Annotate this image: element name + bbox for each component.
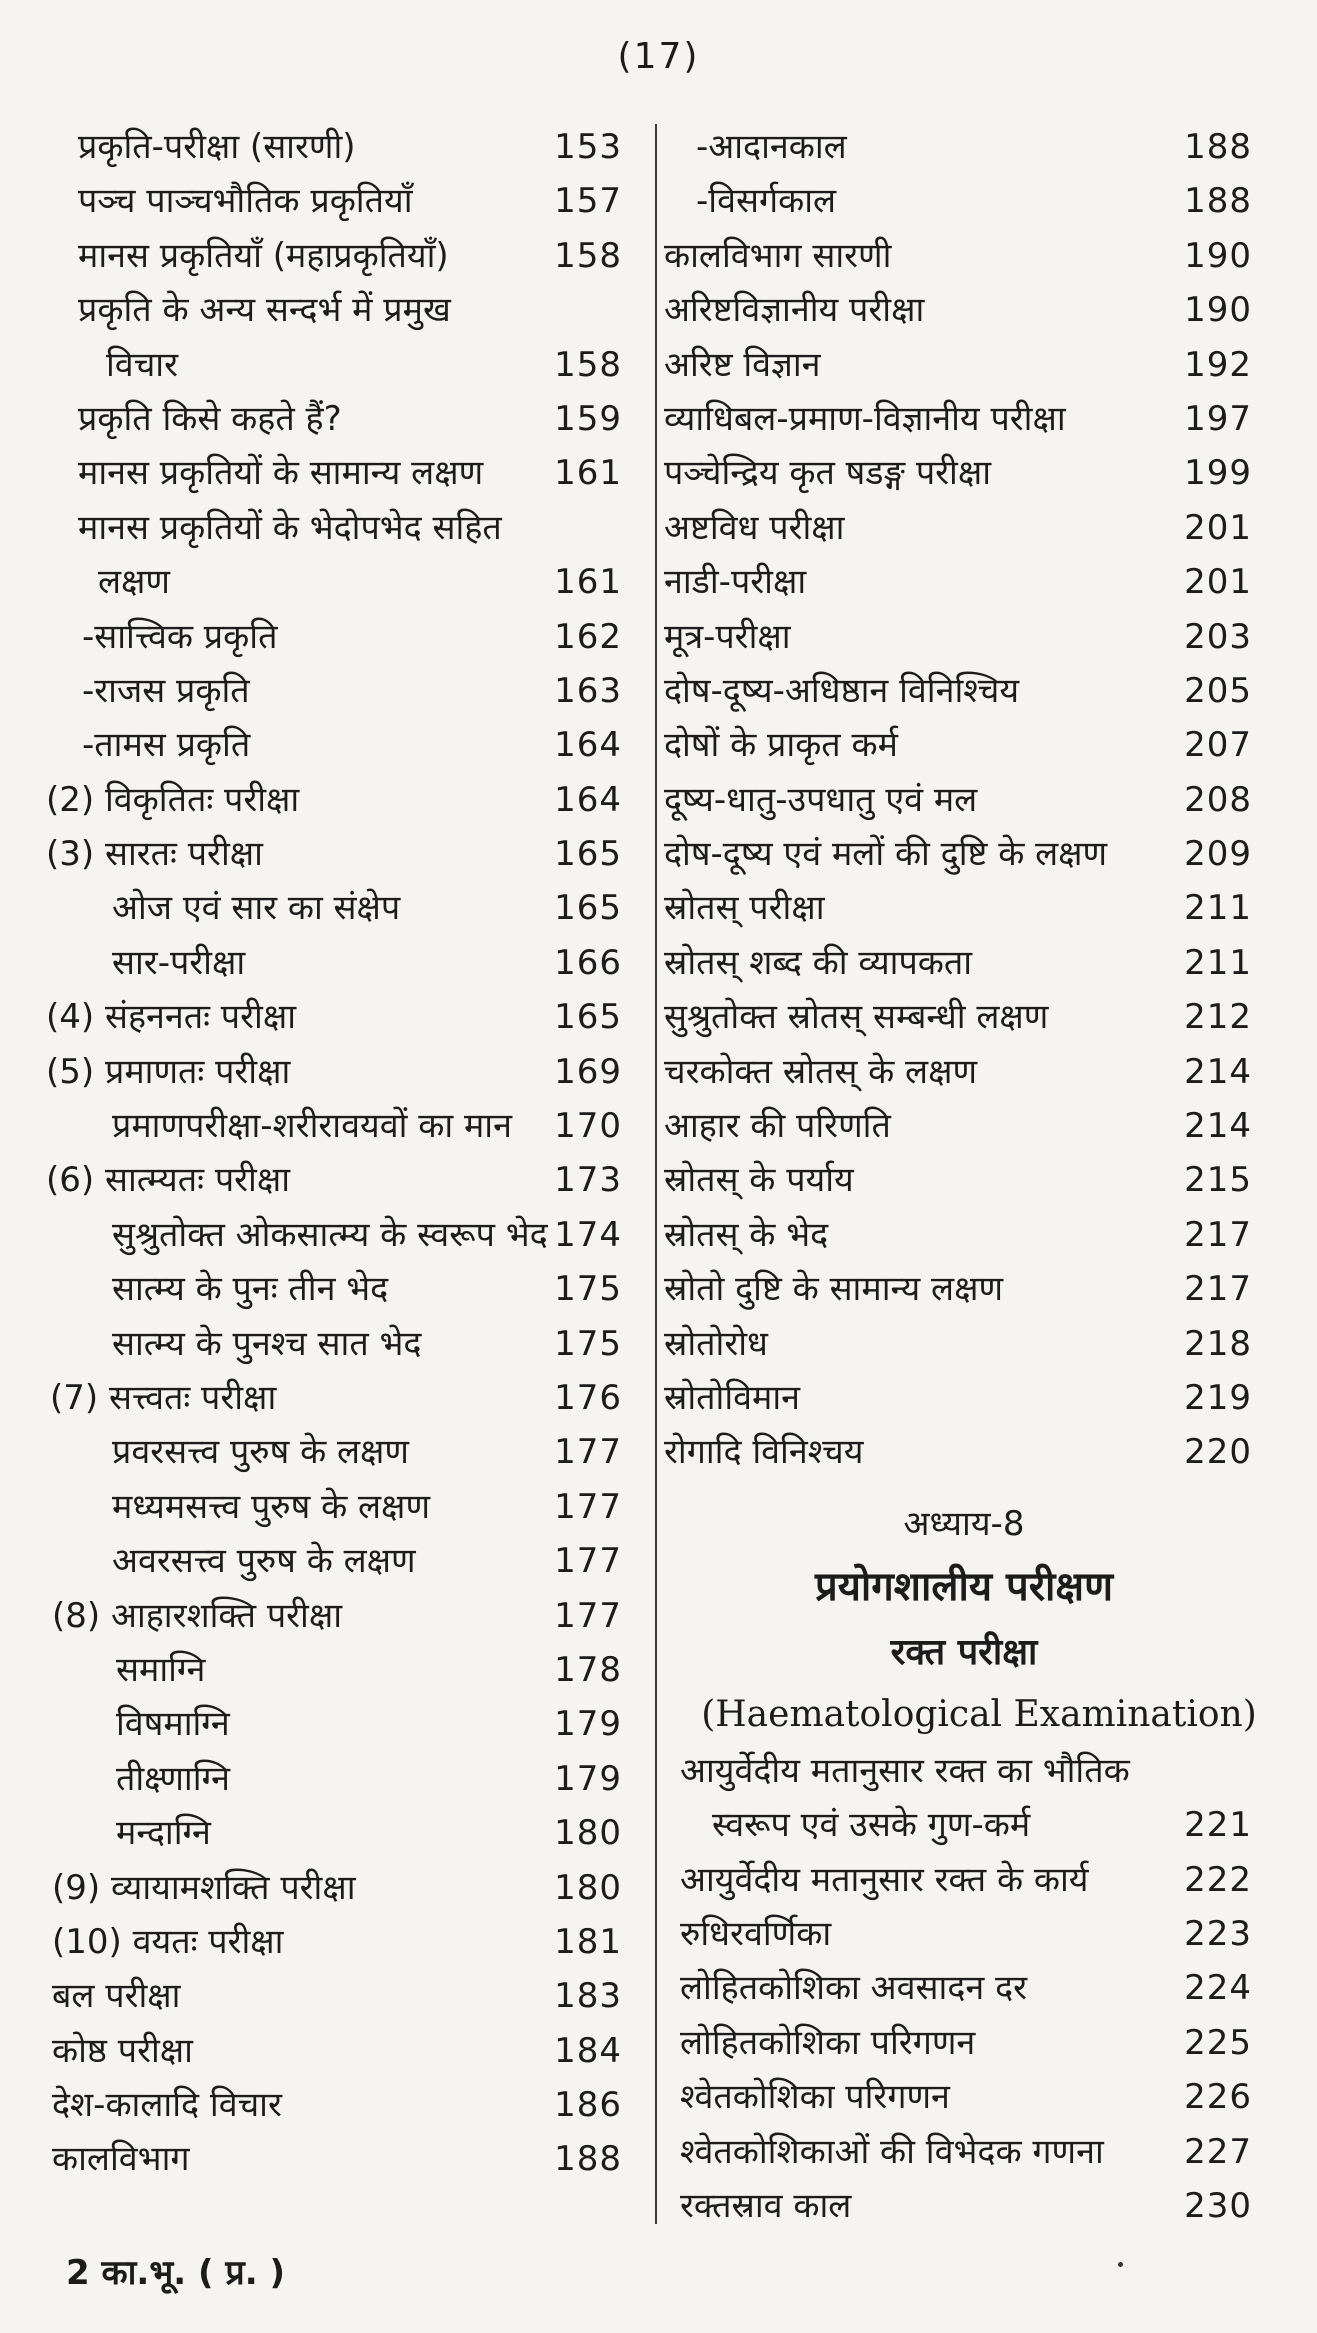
toc-entry [0,990,640,1044]
column-divider [655,124,657,2224]
toc-entry-page: 219 [1184,1377,1252,1418]
toc-entry [0,283,640,337]
toc-entry [664,990,1264,1044]
toc-entry-page: 220 [1184,1432,1252,1473]
toc-entry-title: श्वेतकोशिका परिगणन [680,2077,950,2118]
toc-entry [0,1425,640,1479]
toc-entry-page: 211 [1184,888,1252,929]
toc-entry-page: 186 [554,2085,622,2126]
toc-entry-page: 164 [554,779,622,820]
toc-entry-page: 166 [554,942,622,983]
toc-entry-page: 177 [554,1595,622,1636]
toc-entry [664,2125,1264,2179]
toc-entry-page: 223 [1184,1913,1252,1954]
toc-entry-title: चरकोक्त स्रोतस् के लक्षण [664,1051,978,1092]
toc-entry [0,773,640,827]
toc-entry-page: 227 [1184,2131,1252,2172]
toc-entry [0,1371,640,1425]
toc-entry-title: (3) सारतः परीक्षा [46,834,263,875]
page-number: (17) [617,36,700,77]
toc-entry-title: कालविभाग सारणी [664,235,892,276]
toc-entry-page: 161 [554,453,622,494]
toc-entry [0,664,640,718]
toc-entry-title: स्रोतस् के भेद [664,1214,829,1255]
toc-entry-page: 180 [554,1867,622,1908]
toc-entry-title: दोषों के प्राकृत कर्म [664,725,898,766]
toc-entry [0,1697,640,1751]
toc-entry-page: 179 [554,1704,622,1745]
toc-entry [664,501,1264,555]
toc-entry [0,1262,640,1316]
toc-entry-page: 178 [554,1649,622,1690]
toc-entry-title: (6) सात्म्यतः परीक्षा [46,1160,291,1201]
toc-entry-title: अष्टविध परीक्षा [664,507,845,548]
toc-entry-page: 169 [554,1051,622,1092]
toc-entry [0,1643,640,1697]
toc-entry [0,1915,640,1969]
toc-entry-page: 159 [554,398,622,439]
toc-entry [664,1153,1264,1207]
toc-entry-title: सात्म्य के पुनः तीन भेद [112,1269,389,1310]
toc-entry-page: 157 [554,181,622,222]
toc-entry [0,1534,640,1588]
toc-entry [0,1589,640,1643]
toc-entry-page: 177 [554,1486,622,1527]
toc-entry-title: मूत्र-परीक्षा [664,616,791,657]
toc-entry [664,120,1264,174]
toc-entry-title: स्वरूप एवं उसके गुण-कर्म [712,1805,1031,1846]
toc-entry-title: स्रोतस् शब्द की व्यापकता [664,942,973,983]
toc-entry-title: दोष-दूष्य-अधिष्ठान विनिश्चिय [664,670,1020,711]
toc-entry-page: 153 [554,127,622,167]
toc-entry-title: सुश्रुतोक्त ओकसात्म्य के स्वरूप भेद [112,1214,548,1255]
toc-entry-title: प्रमाणपरीक्षा-शरीरावयवों का मान [112,1106,512,1147]
stray-dot [1118,2262,1123,2267]
toc-entry [664,610,1264,664]
toc-entry [664,2016,1264,2070]
toc-entry [0,1045,640,1099]
toc-entry-page: 203 [1184,616,1252,657]
toc-entry [0,881,640,935]
footer-code: 2 का.भू. ( प्र. ) [66,2253,285,2293]
toc-entry-page: 192 [1184,344,1252,385]
toc-entry [0,1153,640,1207]
toc-entry [0,610,640,664]
toc-entry-title: बल परीक्षा [52,1976,181,2017]
toc-entry-page: 201 [1184,562,1252,603]
toc-entry [664,1045,1264,1099]
toc-entry-title: कोष्ठ परीक्षा [52,2030,193,2071]
toc-entry [664,555,1264,609]
toc-entry-page: 165 [554,888,622,929]
toc-entry-title: आयुर्वेदीय मतानुसार रक्त के कार्य [680,1859,1089,1900]
toc-entry-title: -राजस प्रकृति [82,670,250,711]
chapter-subtitle: रक्त परीक्षा [890,1631,1038,1673]
toc-entry-title: -आदानकाल [696,127,847,167]
toc-entry-page: 201 [1184,507,1252,548]
toc-entry-title: सार-परीक्षा [112,942,246,983]
toc-entry-page: 225 [1184,2022,1252,2063]
toc-entry-title: लोहितकोशिका परिगणन [680,2022,976,2063]
toc-entry-page: 158 [554,235,622,276]
toc-entry-title: (4) संहननतः परीक्षा [46,997,297,1038]
toc-entry-title: मन्दाग्नि [116,1813,211,1854]
toc-entry-page: 218 [1184,1323,1252,1364]
toc-entry [0,1861,640,1915]
toc-entry-page: 188 [1184,181,1252,222]
toc-entry-title: पञ्च पाञ्चभौतिक प्रकृतियाँ [78,181,413,222]
toc-entry-page: 209 [1184,834,1252,875]
toc-entry [664,1853,1264,1907]
toc-entry [0,936,640,990]
toc-entry-page: 177 [554,1541,622,1582]
toc-entry-page: 190 [1184,290,1252,331]
toc-entry [664,1425,1264,1479]
toc-entry-page: 158 [554,344,622,385]
toc-entry-page: 161 [554,562,622,603]
toc-entry [0,229,640,283]
toc-entry-title: (5) प्रमाणतः परीक्षा [46,1051,291,1092]
toc-entry-title: तीक्ष्णाग्नि [116,1758,230,1799]
toc-entry-title: स्रोतस् के पर्याय [664,1160,854,1201]
toc-entry-title: व्याधिबल-प्रमाण-विज्ञानीय परीक्षा [664,398,1066,439]
toc-entry-page: 212 [1184,997,1252,1038]
toc-entry [664,1961,1264,2015]
toc-entry-title: (2) विकृतितः परीक्षा [46,779,300,820]
toc-entry-page: 199 [1184,453,1252,494]
toc-entry [664,881,1264,935]
toc-entry [664,283,1264,337]
toc-right-column [664,120,1264,2233]
toc-entry [0,2024,640,2078]
toc-entry [664,1371,1264,1425]
toc-entry-title: ओज एवं सार का संक्षेप [112,888,401,929]
toc-entry-page: 222 [1184,1859,1252,1900]
chapter-english-title: (Haematological Examination) [701,1693,1257,1735]
toc-entry-title: प्रकृति के अन्य सन्दर्भ में प्रमुख [78,290,451,331]
toc-entry-title: देश-कालादि विचार [52,2085,282,2126]
toc-entry-title: (8) आहारशक्ति परीक्षा [52,1595,343,1636]
toc-entry-page: 177 [554,1432,622,1473]
toc-entry-title: मध्यमसत्त्व पुरुष के लक्षण [112,1486,431,1527]
toc-entry-title: पञ्चेन्द्रिय कृत षडङ्ग परीक्षा [664,453,992,494]
toc-entry-title: स्रोतोरोध [664,1323,768,1364]
chapter-title: प्रयोगशालीय परीक्षण [814,1563,1114,1610]
toc-entry-title: -विसर्गकाल [696,181,837,222]
toc-entry-page: 197 [1184,398,1252,439]
toc-entry [0,1317,640,1371]
toc-entry-title: आयुर्वेदीय मतानुसार रक्त का भौतिक [680,1750,1130,1791]
toc-entry [0,718,640,772]
toc-entry [664,1208,1264,1262]
toc-entry-page: 162 [554,616,622,657]
toc-entry [664,1798,1264,1852]
toc-entry [664,827,1264,881]
toc-entry [0,2132,640,2186]
toc-entry-title: प्रकृति-परीक्षा (सारणी) [78,127,356,167]
toc-entry [0,1752,640,1806]
toc-entry-page: 190 [1184,235,1252,276]
toc-entry-title: रोगादि विनिश्चय [664,1432,864,1473]
chapter-label: अध्याय-8 [903,1503,1025,1544]
toc-entry-page: 179 [554,1758,622,1799]
toc-left-column [0,120,640,2187]
toc-entry-page: 165 [554,997,622,1038]
toc-entry-title: (7) सत्त्वतः परीक्षा [50,1377,277,1418]
toc-entry-title: विचार [106,344,179,385]
toc-entry [0,555,640,609]
toc-entry-title: सुश्रुतोक्त स्रोतस् सम्बन्धी लक्षण [664,997,1049,1038]
toc-entry-page: 224 [1184,1968,1252,2009]
toc-entry-page: 217 [1184,1269,1252,1310]
toc-entry-title: मानस प्रकृतियों के भेदोपभेद सहित [78,507,502,548]
toc-entry [0,1480,640,1534]
toc-entry [0,827,640,881]
toc-entry-title: आहार की परिणति [664,1106,891,1147]
toc-entry [0,1099,640,1153]
toc-entry-title: दोष-दूष्य एवं मलों की दुष्टि के लक्षण [664,834,1108,875]
toc-entry-page: 173 [554,1160,622,1201]
toc-entry-title: लक्षण [98,562,171,603]
toc-entry [664,338,1264,392]
toc-entry [0,174,640,228]
toc-entry [664,773,1264,827]
toc-entry-title: अरिष्टविज्ञानीय परीक्षा [664,290,925,331]
toc-entry [664,2070,1264,2124]
toc-entry-title: श्वेतकोशिकाओं की विभेदक गणना [680,2131,1104,2172]
toc-entry [0,1806,640,1860]
toc-entry-title: स्रोतस् परीक्षा [664,888,825,929]
toc-entry-title: प्रकृति किसे कहते हैं? [78,398,342,439]
toc-entry-title: (9) व्यायामशक्ति परीक्षा [52,1867,356,1908]
toc-entry [0,120,640,174]
toc-entry [664,392,1264,446]
toc-entry-page: 214 [1184,1106,1252,1147]
toc-entry-title: प्रवरसत्त्व पुरुष के लक्षण [112,1432,410,1473]
toc-entry-title: मानस प्रकृतियों के सामान्य लक्षण [78,453,484,494]
toc-entry-page: 176 [554,1377,622,1418]
toc-entry-title: अवरसत्त्व पुरुष के लक्षण [112,1541,416,1582]
toc-entry [664,174,1264,228]
toc-entry [0,501,640,555]
toc-entry [0,1969,640,2023]
toc-entry-page: 163 [554,670,622,711]
toc-entry-page: 214 [1184,1051,1252,1092]
toc-entry-title: (10) वयतः परीक्षा [52,1921,284,1962]
toc-entry [664,1099,1264,1153]
toc-entry-title: नाडी-परीक्षा [664,562,807,603]
toc-entry-title: मानस प्रकृतियाँ (महाप्रकृतियाँ) [78,235,449,276]
toc-entry-page: 170 [554,1106,622,1147]
toc-entry [664,936,1264,990]
toc-entry-title: कालविभाग [52,2139,190,2180]
toc-entry [664,664,1264,718]
toc-entry-page: 217 [1184,1214,1252,1255]
toc-entry-title: रक्तस्राव काल [680,2185,852,2226]
toc-entry [664,2179,1264,2233]
toc-entry-page: 188 [1184,127,1252,167]
toc-entry [664,229,1264,283]
toc-entry [664,718,1264,772]
toc-entry [664,446,1264,500]
toc-entry-page: 180 [554,1813,622,1854]
toc-entry-page: 174 [554,1214,622,1255]
toc-entry-page: 165 [554,834,622,875]
toc-entry [664,1907,1264,1961]
toc-entry-title: -सात्त्विक प्रकृति [82,616,278,657]
toc-entry [0,1208,640,1262]
toc-entry-page: 211 [1184,942,1252,983]
toc-entry [0,338,640,392]
toc-entry-page: 184 [554,2030,622,2071]
toc-entry-title: अरिष्ट विज्ञान [664,344,821,385]
toc-entry-page: 205 [1184,670,1252,711]
toc-entry-page: 230 [1184,2185,1252,2226]
toc-entry-title: लोहितकोशिका अवसादन दर [680,1968,1028,2009]
toc-entry-page: 221 [1184,1805,1252,1846]
toc-entry-page: 175 [554,1269,622,1310]
toc-entry-title: सात्म्य के पुनश्च सात भेद [112,1323,422,1364]
toc-entry-title: दूष्य-धातु-उपधातु एवं मल [664,779,978,820]
toc-entry-title: समाग्नि [116,1649,206,1690]
toc-entry [0,392,640,446]
toc-entry [0,446,640,500]
toc-entry-page: 181 [554,1921,622,1962]
toc-entry [664,1317,1264,1371]
toc-entry-page: 215 [1184,1160,1252,1201]
toc-entry-title: रुधिरवर्णिका [680,1913,832,1954]
toc-entry-page: 207 [1184,725,1252,766]
toc-entry [664,1262,1264,1316]
toc-entry [0,2078,640,2132]
toc-entry-title: स्रोतोविमान [664,1377,801,1418]
toc-entry [664,1744,1264,1798]
toc-entry-page: 164 [554,725,622,766]
toc-entry-page: 208 [1184,779,1252,820]
toc-entry-page: 226 [1184,2077,1252,2118]
toc-entry-title: -तामस प्रकृति [82,725,251,766]
toc-entry-title: स्रोतो दुष्टि के सामान्य लक्षण [664,1269,1004,1310]
toc-entry-page: 188 [554,2139,622,2180]
toc-entry-page: 175 [554,1323,622,1364]
toc-entry-page: 183 [554,1976,622,2017]
toc-entry-title: विषमाग्नि [116,1704,230,1745]
